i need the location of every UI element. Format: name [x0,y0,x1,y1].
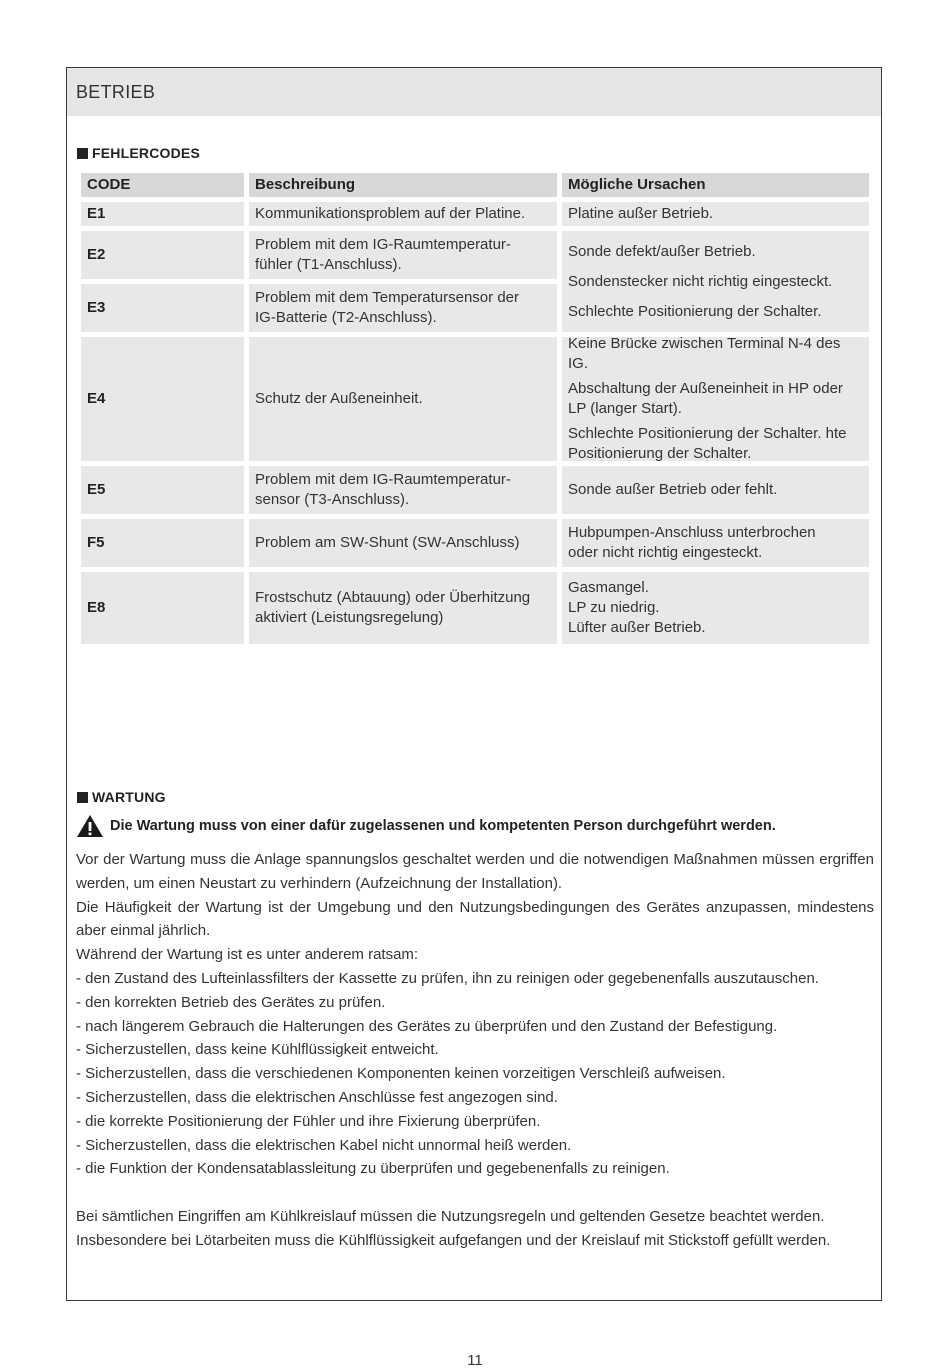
maintenance-heading-text: WARTUNG [92,789,166,805]
cause-f5-line-2: oder nicht richtig eingesteckt. [568,544,763,561]
maintenance-list-item: - die Funktion der Kondensatablassleitung zu überprüfen und gegebenenfalls zu reinigen. [76,1160,670,1178]
col-header-description: Beschreibung [249,173,557,197]
desc-e2-line-2: fühler (T1-Anschluss). [255,256,402,273]
maintenance-body [76,848,874,1253]
desc-e3 [249,284,557,332]
code-e4: E4 [81,337,244,461]
maintenance-list-item: - Sicherzustellen, dass die verschiedenen Komponenten keinen vorzeitigen Verschleiß aufweisen. [76,1065,726,1083]
desc-e3-line-2: IG-Batterie (T2-Anschluss). [255,309,437,326]
maintenance-heading [77,789,166,805]
maintenance-warning-text: Die Wartung muss von einer dafür zugelassenen und kompetenten Person durchgeführt werden. [110,818,776,834]
bullet-square-icon [77,148,88,159]
cause-e2-e3-3: Schlechte Positionierung der Schalter. [568,302,822,320]
maintenance-paragraph-3: Während der Wartung ist es unter anderem ratsam: [76,946,419,964]
maintenance-list-item: - die korrekte Positionierung der Fühler und ihre Fixierung überprüfen. [76,1112,541,1130]
maintenance-paragraph-2: Die Häufigkeit der Wartung ist der Umgebung und den Nutzungsbedingungen des Gerätes anzupassen, mindestens aber einmal jährlich. [76,898,874,940]
cause-e1: Platine außer Betrieb. [562,202,869,226]
cause-e4-2: Abschaltung der Außeneinheit in HP oder LP (langer Start). [568,380,843,417]
section-header [67,68,881,116]
desc-e8-line-2: aktiviert (Leistungsregelung) [255,609,444,626]
cause-e4-1: Keine Brücke zwischen Terminal N-4 des IG. [568,335,841,372]
maintenance-list-item: - Sicherzustellen, dass die elektrischen Kabel nicht unnormal heiß werden. [76,1136,572,1154]
desc-e8-line-1: Frostschutz (Abtauung) oder Überhitzung [255,589,531,606]
col-header-code: CODE [81,173,244,197]
maintenance-warning [76,814,776,838]
desc-e4: Schutz der Außeneinheit. [249,337,557,461]
maintenance-list-item: - den korrekten Betrieb des Gerätes zu prüfen. [76,993,386,1011]
maintenance-list-item: - Sicherzustellen, dass die elektrischen Anschlüsse fest angezogen sind. [76,1088,558,1106]
code-e1: E1 [81,202,244,226]
cause-e8-3: Lüfter außer Betrieb. [568,619,706,636]
cause-e2-e3-2: Sondenstecker nicht richtig eingesteckt. [568,272,833,290]
cause-e5: Sonde außer Betrieb oder fehlt. [562,466,869,514]
section-title: BETRIEB [76,82,156,102]
maintenance-list-item: - nach längerem Gebrauch die Halterungen des Gerätes zu überprüfen und den Zustand der Befestigung. [76,1017,778,1035]
desc-e8 [249,572,557,644]
desc-e2-line-1: Problem mit dem IG-Raumtemperatur- [255,236,511,253]
error-codes-heading [77,145,200,161]
col-header-causes: Mögliche Ursachen [562,173,869,197]
cause-f5-line-1: Hubpumpen-Anschluss unterbrochen [568,524,816,541]
code-e2: E2 [81,231,244,279]
desc-e5-line-2: sensor (T3-Anschluss). [255,491,410,508]
desc-e5-line-1: Problem mit dem IG-Raumtemperatur- [255,471,511,488]
desc-e1: Kommunikationsproblem auf der Platine. [249,202,557,226]
cause-e8-2: LP zu niedrig. [568,599,660,616]
desc-e5 [249,466,557,514]
causes-e4 [562,337,869,461]
bullet-square-icon [77,792,88,803]
maintenance-list-item: - Sicherzustellen, dass keine Kühlflüssigkeit entweicht. [76,1041,439,1059]
cause-e4-3: Schlechte Positionierung der Schalter. hte Positionierung der Schalter. [568,425,847,462]
page-frame [66,67,882,1301]
causes-e2-e3 [562,231,869,332]
warning-icon [76,814,104,838]
causes-f5 [562,519,869,567]
code-e5: E5 [81,466,244,514]
causes-e8 [562,572,869,644]
code-e3: E3 [81,284,244,332]
cause-e2-e3-1: Sonde defekt/außer Betrieb. [568,242,756,260]
maintenance-paragraph-1: Vor der Wartung muss die Anlage spannungslos geschaltet werden und die notwendigen Maßnahmen müssen ergriffen werden, um einen Neustart zu verhindern (Aufzeichnung der Installation). [76,851,874,892]
maintenance-paragraph-4: Bei sämtlichen Eingriffen am Kühlkreislauf müssen die Nutzungsregeln und geltenden Gesetze beachtet werden. [76,1207,825,1225]
cause-e8-1: Gasmangel. [568,579,649,596]
code-f5: F5 [81,519,244,567]
desc-e3-line-1: Problem mit dem Temperatursensor der [255,289,519,306]
error-codes-heading-text: FEHLERCODES [92,145,200,161]
desc-e2 [249,231,557,279]
maintenance-list-item: - den Zustand des Lufteinlassfilters der Kassette zu prüfen, ihn zu reinigen oder gegebenenfalls auszutauschen. [76,969,819,987]
paragraph-gap [76,1181,874,1205]
code-e8: E8 [81,572,244,644]
desc-f5: Problem am SW-Shunt (SW-Anschluss) [249,519,557,567]
page-number: 11 [467,1352,483,1369]
maintenance-paragraph-5: Insbesondere bei Lötarbeiten muss die Kühlflüssigkeit aufgefangen und der Kreislauf mit Stickstoff gefüllt werden. [76,1231,831,1249]
